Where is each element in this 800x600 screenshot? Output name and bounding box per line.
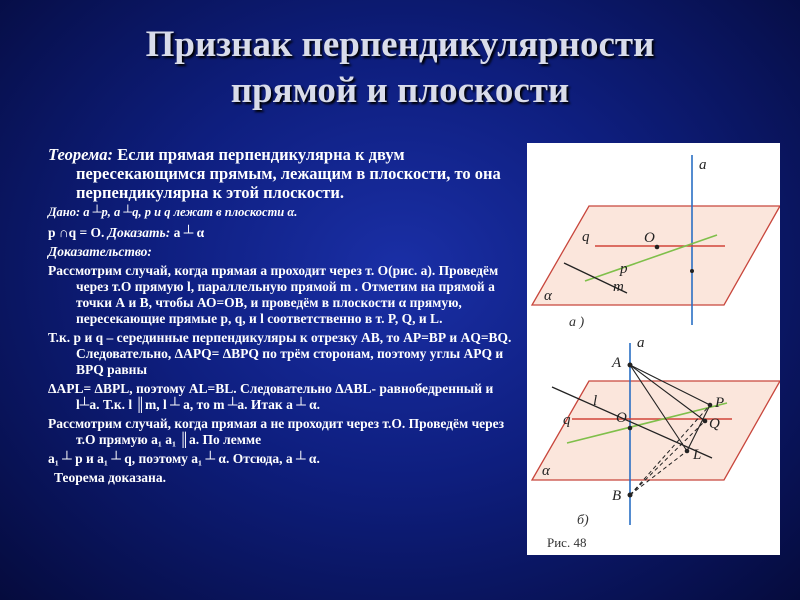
title-line-2: прямой и плоскости: [230, 70, 570, 111]
point-O-top: [655, 245, 660, 250]
proof-paragraph-4: Рассмотрим случай, когда прямая a не проходит через т.O. Проведём через т.O прямую a₁ a₁ ║a. По лемме: [48, 416, 505, 447]
conclusion: Теорема доказана.: [54, 470, 166, 485]
label-A: A: [612, 355, 622, 371]
plane-alpha-bottom: [532, 381, 780, 480]
label-a-top: a: [699, 157, 707, 173]
label-alpha-top: α: [544, 288, 552, 304]
prove-prefix: p ∩q = O.: [48, 225, 108, 240]
given-text: a ┴p, a ┴q, p и q лежат в плоскости α.: [80, 205, 298, 219]
figure-svg: [527, 143, 780, 555]
label-a-bottom: a: [637, 335, 645, 351]
proof-paragraph-3: ΔAPL= ΔBPL, поэтому AL=BL. Следовательно ΔABL- равнобедренный и l┴a. Т.к. l ║m, l ┴ a, то m ┴a. Итак a ┴ α.: [48, 381, 494, 412]
proof-label: Доказательство:: [48, 244, 152, 259]
page-title: [0, 22, 800, 114]
prove-line: [48, 225, 518, 241]
geometry-figure: [527, 143, 780, 555]
point-P: [708, 403, 713, 408]
caption-b: б): [577, 513, 589, 528]
title-line-1: Признак перпендикулярности: [145, 24, 655, 65]
label-alpha-bottom: α: [542, 463, 550, 479]
label-m-top: m: [613, 279, 624, 295]
proof-paragraph-1: Рассмотрим случай, когда прямая a проходит через т. O(рис. а). Проведём через т.O прямую l, параллельную прямой m . Отметим на прямой a точки А и В, чтобы АО=ОВ, и проведём в плоскости α прямую, пересекающие прямые p, q, и l соответственно в т. P, Q, и L.: [48, 263, 499, 326]
label-q-bottom: q: [563, 412, 571, 428]
label-q-top: q: [582, 229, 590, 245]
prove-label: Доказать:: [107, 225, 171, 240]
point-a-plane-top: [690, 269, 694, 273]
label-O-bottom: O: [616, 410, 627, 426]
prove-text: a ┴ α: [170, 225, 205, 240]
point-B: [628, 493, 633, 498]
point-Q: [703, 419, 708, 424]
theorem-label: Теорема:: [48, 145, 114, 164]
figure-caption: Рис. 48: [547, 535, 587, 550]
given-line: [48, 205, 518, 220]
label-Q: Q: [709, 416, 720, 432]
proof-paragraph-5: a₁ ┴ p и a₁ ┴ q, поэтому a₁ ┴ α. Отсюда, a ┴ α.: [48, 451, 320, 466]
caption-a: а ): [569, 315, 585, 330]
theorem-text: Если прямая перпендикулярна к двум пересекающимся прямым, лежащим в плоскости, то она перпендикулярна к этой плоскости.: [76, 145, 501, 202]
label-O-top: O: [644, 230, 655, 246]
point-O-bottom: [628, 426, 633, 431]
given-label: Дано:: [48, 205, 81, 219]
theorem-body: [48, 145, 518, 489]
label-l: l: [593, 393, 598, 409]
label-P: P: [715, 395, 725, 411]
point-A: [628, 363, 633, 368]
point-L: [685, 449, 690, 454]
label-L: L: [693, 447, 702, 463]
label-B: B: [612, 488, 622, 504]
label-p-top: p: [620, 261, 628, 277]
proof-paragraph-2: Т.к. p и q – серединные перпендикуляры к отрезку АВ, то АР=ВР и AQ=BQ. Следовательно, ΔАРQ= ΔBPQ по трём сторонам, поэтому углы APQ и BPQ равны: [48, 330, 512, 377]
theorem-statement: [48, 145, 518, 202]
